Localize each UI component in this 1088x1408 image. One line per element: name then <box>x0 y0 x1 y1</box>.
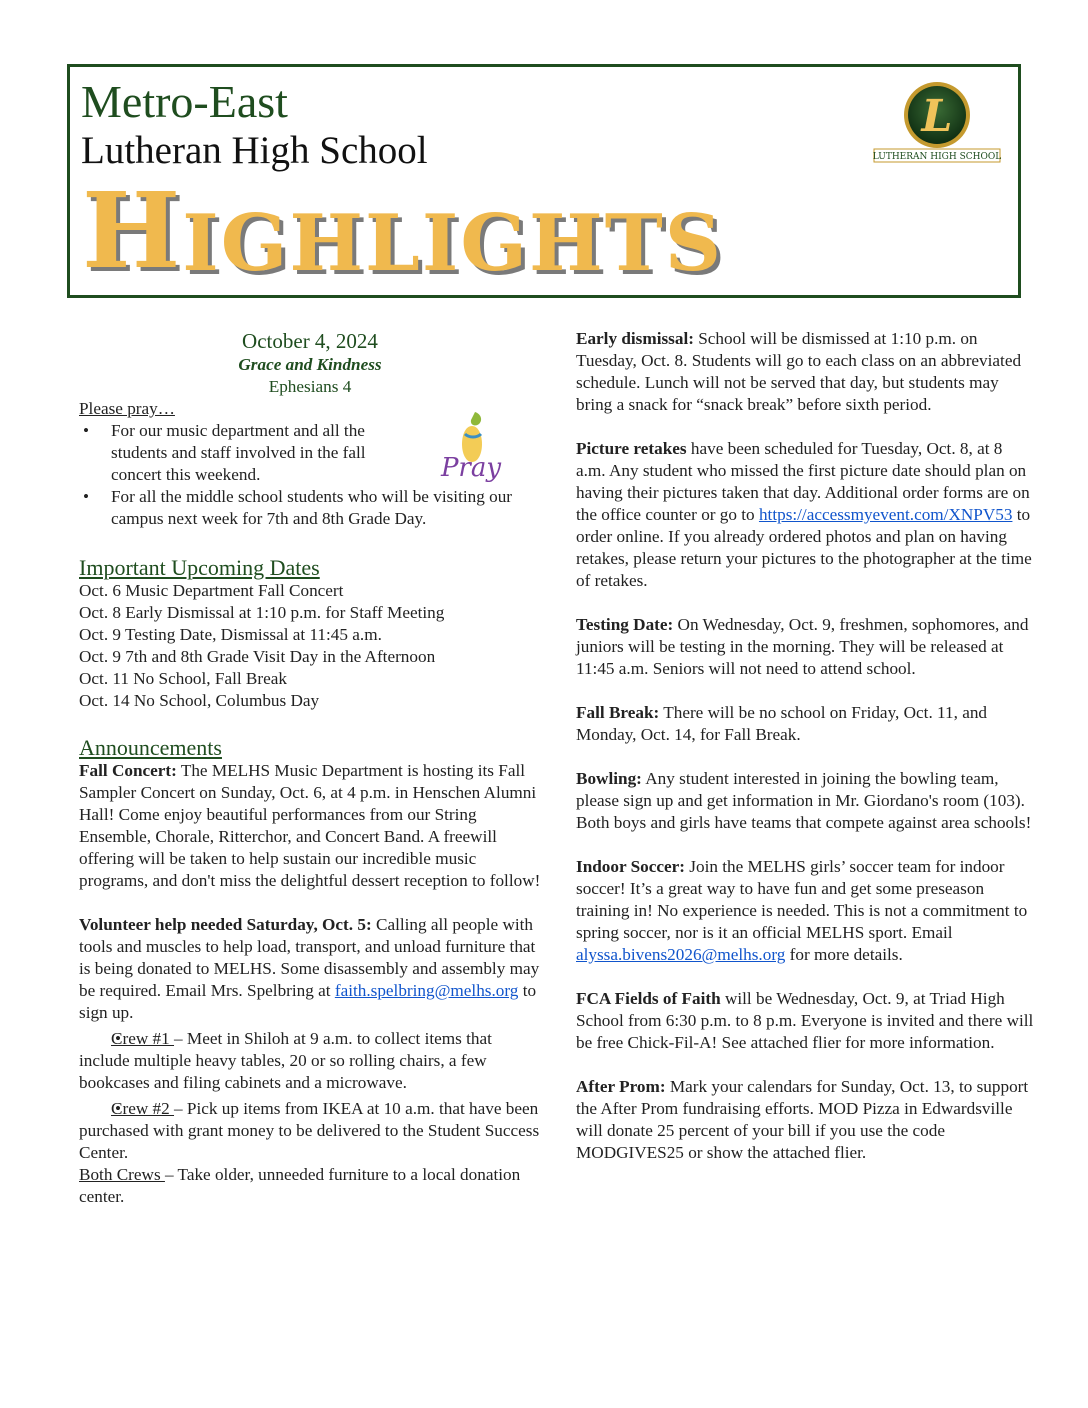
picture-retakes-paragraph <box>576 438 1036 592</box>
testing-date-title: Testing Date: <box>576 615 674 634</box>
date-item: Oct. 6 Music Department Fall Concert <box>79 581 344 600</box>
soccer-email-link[interactable]: alyssa.bivens2026@melhs.org <box>576 945 786 964</box>
testing-date-body: On Wednesday, Oct. 9, freshmen, sophomores, and juniors will be testing in the morning. They will be released at 11:45 a.m. Seniors will not need to attend school. <box>576 615 1029 678</box>
picture-retakes-body: have been scheduled for Tuesday, Oct. 8, at 8 a.m. Any student who missed the first picture date should plan on having their pictures taken that day. Additional order forms are on the office counter or go to <box>576 439 1030 524</box>
crew1-label: Crew #1 <box>111 1029 175 1048</box>
indoor-soccer-paragraph <box>576 856 1036 966</box>
school-name-line1: Metro-East <box>81 76 288 127</box>
bowling-body: Any student interested in joining the bowling team, please sign up and get information in Mr. Giordano's room (103). Both boys and girls have teams that compete against area schools! <box>576 769 1032 832</box>
left-column <box>79 328 541 1208</box>
indoor-soccer-body: Join the MELHS girls’ soccer team for indoor soccer! It’s a great way to have fun and get some preseason training in! No experience is needed. This is not a commitment to spring soccer, nor is it an official MELHS sport. Email <box>576 857 1028 942</box>
crew2-label: Crew #2 <box>111 1099 175 1118</box>
crew1-body: – Meet in Shiloh at 9 a.m. to collect items that include multiple heavy tables, 20 or so rolling chairs, a few bookcases and filing cabinets and a microwave. <box>79 1029 492 1092</box>
right-column <box>576 328 1036 1164</box>
fall-concert-paragraph <box>79 760 541 892</box>
logo-text: LUTHERAN HIGH SCHOOL <box>872 152 1002 162</box>
after-prom-paragraph <box>576 1076 1036 1164</box>
indoor-soccer-end: for more details. <box>785 945 903 964</box>
prayer-item: • For our music department and all the students and staff involved in the fall concert this weekend. <box>79 420 401 486</box>
pray-icon-text: Pray <box>440 453 502 483</box>
prayer-item: • For all the middle school students who will be visiting our campus next week for 7th and 8th Grade Day. <box>79 486 541 530</box>
early-dismissal-title: Early dismissal: <box>576 329 694 348</box>
pray-icon <box>435 408 515 488</box>
fall-concert-body: The MELHS Music Department is hosting its Fall Sampler Concert on Sunday, Oct. 6, at 4 p.m. in Henschen Alumni Hall! Come enjoy beautiful performances from our String Ensemble, Chorale, Ritterchor, and Concert Band. A freewill offering will be taken to help sustain our incredible music programs, and don't miss the delightful dessert reception to follow! <box>79 761 541 890</box>
volunteer-email-link[interactable]: faith.spelbring@melhs.org <box>334 981 519 1000</box>
fca-title: FCA Fields of Faith <box>576 989 721 1008</box>
date-item: Oct. 11 No School, Fall Break <box>79 669 287 688</box>
logo-letter: L <box>921 91 953 142</box>
fall-break-title: Fall Break: <box>576 703 660 722</box>
announcements-heading: Announcements <box>79 735 222 760</box>
crew2-body: – Pick up items from IKEA at 10 a.m. that have been purchased with grant money to be delivered to the Student Success Center. <box>79 1099 540 1162</box>
fall-break-body: There will be no school on Friday, Oct. 11, and Monday, Oct. 14, for Fall Break. <box>576 703 988 744</box>
fca-paragraph <box>576 988 1036 1054</box>
fall-break-paragraph <box>576 702 1036 746</box>
please-pray-label: Please pray… <box>79 399 175 418</box>
early-dismissal-body: School will be dismissed at 1:10 p.m. on Tuesday, Oct. 8. Students will go to each class on an abbreviated schedule. Lunch will not be served that day, but students may bring a snack for “snack break” before sixth period. <box>576 329 1022 414</box>
fca-body: will be Wednesday, Oct. 9, at Triad High School from 6:30 p.m. to 8 p.m. Everyone is invited and there will be free Chick-Fil-A! See attached flier for more information. <box>576 989 1034 1052</box>
testing-date-paragraph <box>576 614 1036 680</box>
date-item: Oct. 8 Early Dismissal at 1:10 p.m. for Staff Meeting <box>79 603 445 622</box>
picture-retakes-title: Picture retakes <box>576 439 687 458</box>
after-prom-body: Mark your calendars for Sunday, Oct. 13, to support the After Prom fundraising efforts. MOD Pizza in Edwardsville will donate 25 percent of your bill if you use the code MODGIVES25 or show the attached flier. <box>576 1077 1029 1162</box>
date-item: Oct. 14 No School, Columbus Day <box>79 691 320 710</box>
early-dismissal-paragraph <box>576 328 1036 416</box>
school-logo <box>872 79 1002 163</box>
dates-heading: Important Upcoming Dates <box>79 555 320 580</box>
date-item: Oct. 9 Testing Date, Dismissal at 11:45 a.m. <box>79 625 382 644</box>
indoor-soccer-title: Indoor Soccer: <box>576 857 685 876</box>
volunteer-title: Volunteer help needed Saturday, Oct. 5: <box>79 915 372 934</box>
fall-concert-title: Fall Concert: <box>79 761 177 780</box>
date-item: Oct. 9 7th and 8th Grade Visit Day in the Afternoon <box>79 647 436 666</box>
banner-first-letter: H <box>82 169 183 292</box>
after-prom-title: After Prom: <box>576 1077 666 1096</box>
masthead <box>67 64 1021 298</box>
banner-rest: IGHLIGHTS <box>182 198 724 289</box>
both-crews-label: Both Crews <box>79 1165 165 1184</box>
issue-date: October 4, 2024 <box>242 329 378 353</box>
crew1-item <box>79 1028 541 1094</box>
bowling-title: Bowling: <box>576 769 642 788</box>
picture-order-link[interactable]: https://accessmyevent.com/XNPV53 <box>758 505 1013 524</box>
picture-retakes-end: to order online. If you already ordered photos and plan on having retakes, please return your pictures to the photographer at the time of retakes. <box>576 505 1032 590</box>
both-crews-item <box>79 1164 541 1208</box>
highlights-banner <box>82 169 1012 292</box>
both-crews-body: – Take older, unneeded furniture to a local donation center. <box>79 1165 521 1206</box>
bible-verse: Ephesians 4 <box>268 377 352 396</box>
volunteer-end: to sign up. <box>79 981 537 1022</box>
volunteer-body: Calling all people with tools and muscles to help load, transport, and unload furniture that is being donated to MELHS. Some disassembly and assembly may be required. Email Mrs. Spelbring at <box>79 915 540 1000</box>
volunteer-paragraph <box>79 914 541 1024</box>
weekly-theme: Grace and Kindness <box>238 355 382 374</box>
bowling-paragraph <box>576 768 1036 834</box>
crew2-item <box>79 1098 541 1164</box>
school-name-line2: Lutheran High School <box>81 129 428 172</box>
